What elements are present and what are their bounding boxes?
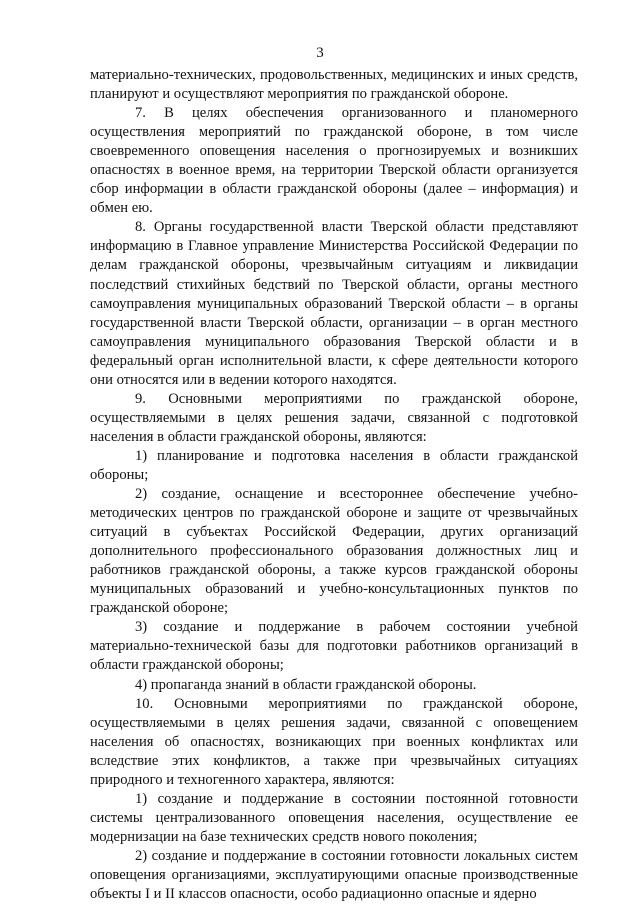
paragraph-item-7: 7. В целях обеспечения организованного и планомерного осуществления мероприятий по гражданской обороне, в том числе своевременного оповещения населения о прогнозируемых и возникших опасностях в военное время, на территории Тверской области организуется сбор информации в области гражданской обороны (далее – информация) и обмен ею. (90, 105, 578, 217)
subitem-9-3: 3) создание и поддержание в рабочем состоянии учебной материально-технической базы для подготовки работников организаций в области гражданской обороны; (90, 619, 578, 674)
subitem-9-2: 2) создание, оснащение и всестороннее обеспечение учебно-методических центров по гражданской обороне и защите от чрезвычайных ситуаций в субъектах Российской Федерации, других организаций дополнительного профессионального образования должностных лиц и работников гражданской обороны, а также курсов гражданской обороны муниципальных образований и учебно-консультационных пунктов по гражданской обороне; (90, 486, 578, 617)
page-number: 3 (316, 45, 324, 61)
paragraph-item-8: 8. Органы государственной власти Тверской области представляют информацию в Главное управление Министерства Российской Федерации по делам гражданской обороны, чрезвычайным ситуациям и ликвидации последствий стихийных бедствий по Тверской области, органы местного самоуправления муниципальных образований Тверской области – в органы государственной власти Тверской области, организации – в орган местного самоуправления муниципального образования Тверской области и в федеральный орган исполнительной власти, к сфере деятельности которого они относятся или в ведении которого находятся. (90, 219, 578, 388)
subitem-10-1: 1) создание и поддержание в состоянии постоянной готовности системы централизованного оповещения населения, осуществление ее модернизации на базе технических средств нового поколения; (90, 790, 578, 845)
paragraph-continuation: материально-технических, продовольственных, медицинских и иных средств, планируют и осуществляют мероприятия по гражданской обороне. (90, 67, 578, 103)
paragraph-item-10: 10. Основными мероприятиями по гражданской обороне, осуществляемыми в целях решения задачи, связанной с оповещением населения об опасностях, возникающих при военных конфликтах или вследствие этих конфликтов, а также при чрезвычайных ситуациях природного и техногенного характера, являются: (90, 695, 578, 788)
subitem-9-4: 4) пропаганда знаний в области гражданской обороны. (135, 676, 477, 693)
document-body (90, 66, 578, 904)
paragraph-item-9: 9. Основными мероприятиями по гражданской обороне, осуществляемыми в целях решения задачи, связанной с подготовкой населения в области гражданской обороны, являются: (90, 390, 578, 445)
subitem-10-2: 2) создание и поддержание в состоянии готовности локальных систем оповещения организациями, эксплуатирующими опасные производственные объекты I и II классов опасности, особо радиационно опасные и ядерно (90, 847, 578, 903)
subitem-9-1: 1) планирование и подготовка населения в области гражданской обороны; (90, 447, 578, 483)
